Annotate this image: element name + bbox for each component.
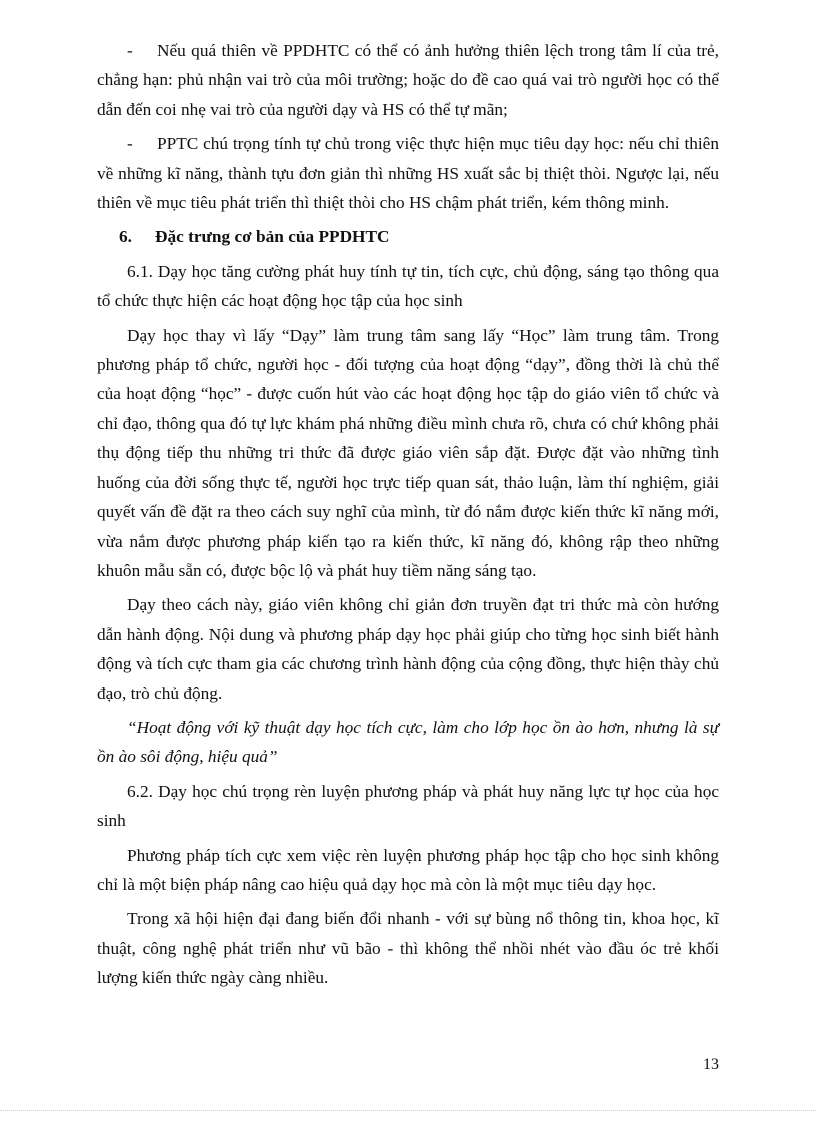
page-bottom-border — [0, 1110, 816, 1111]
bullet-text: PPTC chú trọng tính tự chủ trong việc thực hiện mục tiêu dạy học: nếu chỉ thiên về những kĩ năng, thành tựu đơn giản thì những HS xuất sắc bị thiệt thòi. Ngược lại, nếu thiên về mục tiêu phát triển thì thiệt thòi cho HS chậm phát triển, kém thông minh. — [97, 134, 719, 213]
subsection-heading: 6.1. Dạy học tăng cường phát huy tính tự tin, tích cực, chủ động, sáng tạo thông qua tổ chức thực hiện các hoạt động học tập của học sinh — [97, 261, 719, 311]
bullet-text: Nếu quá thiên về PPDHTC có thể có ảnh hưởng thiên lệch trong tâm lí của trẻ, chẳng hạn: phủ nhận vai trò của môi trường; hoặc do đề cao quá vai trò người học có thể dẫn đến coi nhẹ vai trò của người dạy và HS có thể tự mãn; — [97, 41, 719, 119]
bullet-dash: - — [127, 134, 133, 154]
section-heading — [97, 222, 719, 251]
body-paragraph: Phương pháp tích cực xem việc rèn luyện phương pháp học tập cho học sinh không chỉ là một biện pháp nâng cao hiệu quả dạy học mà còn là một mục tiêu dạy học. — [97, 845, 719, 894]
bullet-dash: - — [127, 41, 133, 60]
body-paragraph: Trong xã hội hiện đại đang biến đổi nhanh - với sự bùng nổ thông tin, khoa học, kĩ thuật, công nghệ phát triển như vũ bão - thì không thể nhồi nhét vào đầu óc trẻ khối lượng kiến thức ngày càng nhiều. — [97, 909, 719, 988]
subsection-heading: 6.2. Dạy học chú trọng rèn luyện phương pháp và phát huy năng lực tự học của học sinh — [97, 781, 719, 831]
page-number: 13 — [703, 1056, 719, 1073]
bullet-item — [97, 36, 719, 124]
section-title: Đặc trưng cơ bản của PPDHTC — [155, 227, 390, 247]
bullet-item — [97, 129, 719, 217]
body-paragraph: Dạy theo cách này, giáo viên không chỉ giản đơn truyền đạt tri thức mà còn hướng dẫn hành động. Nội dung và phương pháp dạy học phải giúp cho từng học sinh biết hành động và tích cực tham gia các chương trình hành động của cộng đồng, thực hiện thày chủ đạo, trò chủ động. — [97, 595, 719, 703]
quote-paragraph: “Hoạt động với kỹ thuật dạy học tích cực, làm cho lớp học ồn ào hơn, nhưng là sự ồn ào sôi động, hiệu quả” — [97, 717, 719, 767]
document-page — [97, 36, 719, 998]
body-paragraph: Dạy học thay vì lấy “Dạy” làm trung tâm sang lấy “Học” làm trung tâm. Trong phương pháp tổ chức, người học - đối tượng của hoạt động “dạy”, đồng thời là chủ thể của hoạt động “học” - được cuốn hút vào các hoạt động học tập do giáo viên tổ chức và chỉ đạo, thông qua đó tự lực khám phá những điều mình chưa rõ, chưa có chứ không phải thụ động tiếp thu những tri thức đã được giáo viên sắp đặt. Được đặt vào những tình huống của đời sống thực tế, người học trực tiếp quan sát, thảo luận, làm thí nghiệm, giải quyết vấn đề đặt ra theo cách suy nghĩ của mình, từ đó nắm được kiến thức kĩ năng mới, vừa nắm được phương pháp kiến tạo ra kiến thức, kĩ năng đó, không rập theo những khuôn mẫu sẵn có, được bộc lộ và phát huy tiềm năng sáng tạo. — [97, 325, 719, 580]
section-number: 6. — [119, 227, 132, 247]
